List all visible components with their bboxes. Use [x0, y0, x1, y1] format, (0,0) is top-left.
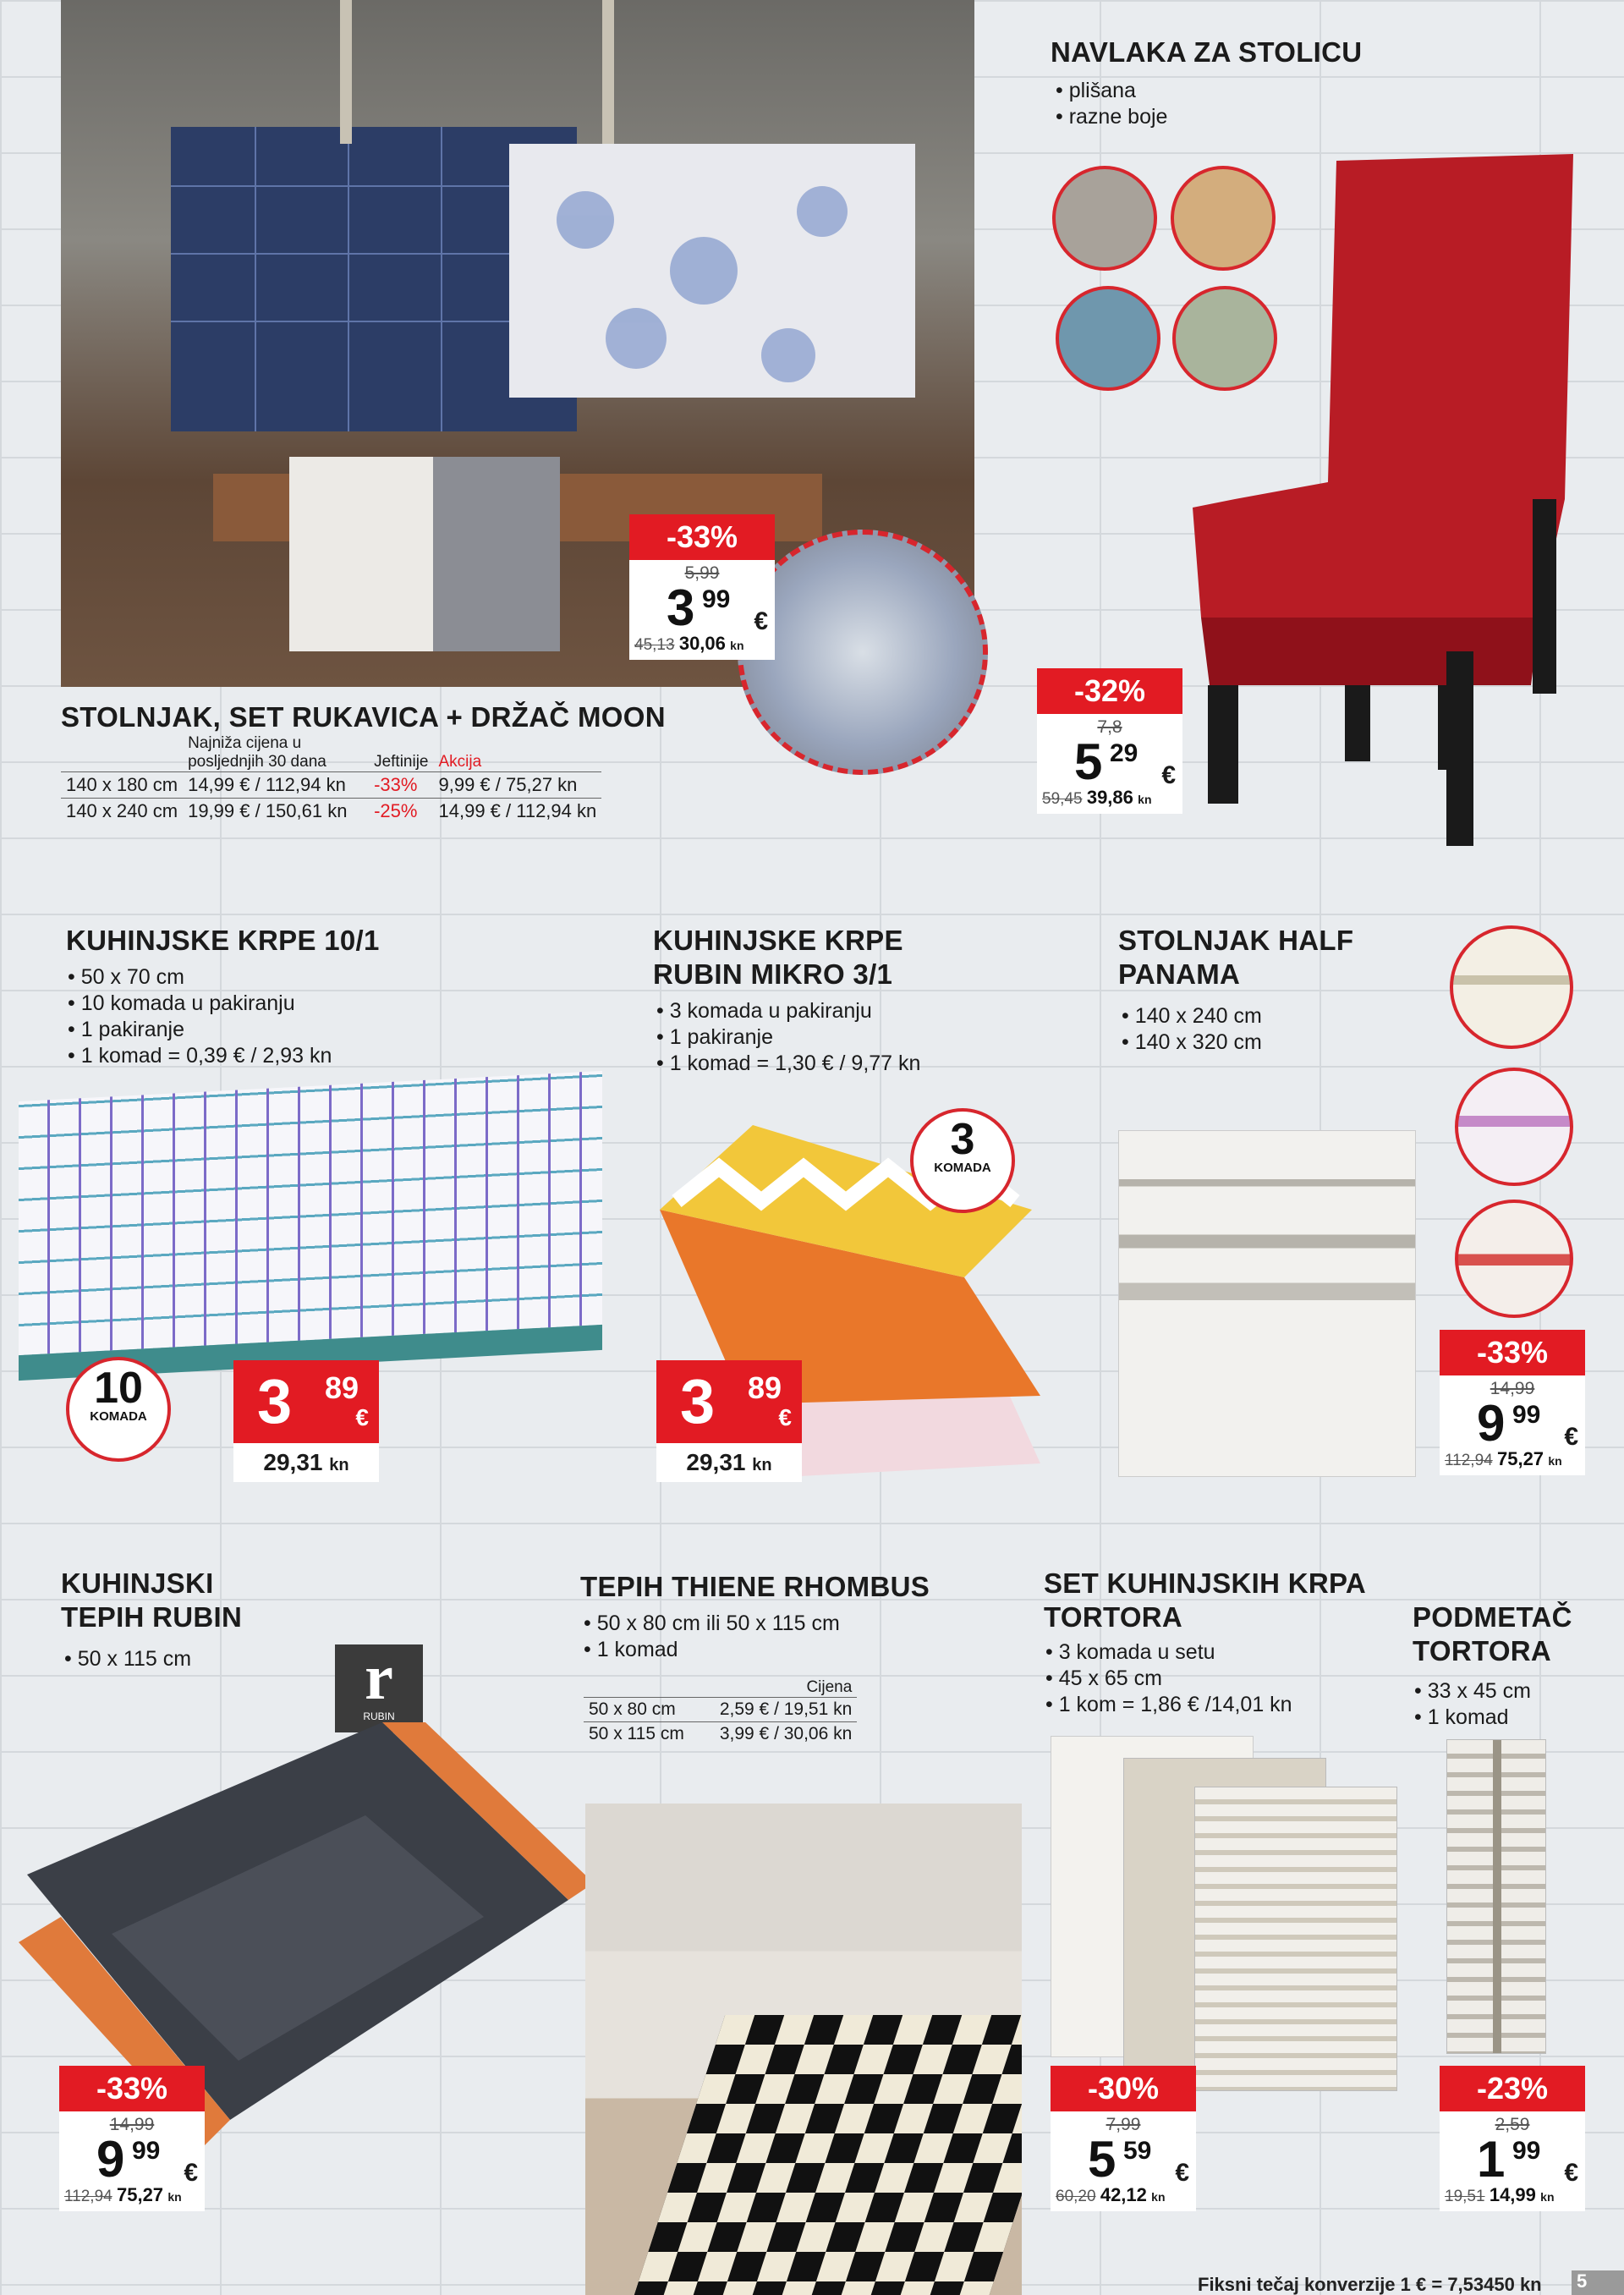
rubin-mikro-features — [656, 998, 920, 1077]
price-integer: 9 — [96, 2131, 123, 2188]
title-line: SET KUHINJSKIH KRPA — [1044, 1568, 1366, 1599]
old-kuna-price: 59,45 — [1042, 790, 1083, 808]
price-integer: 3 — [257, 1366, 290, 1436]
old-price: 14,99 — [109, 2115, 155, 2134]
feature-item: • 50 x 115 cm — [64, 1646, 191, 1672]
table-header — [584, 1678, 715, 1698]
color-swatch — [1455, 1068, 1573, 1186]
table-cell: 3,99 € / 30,06 kn — [715, 1722, 857, 1747]
placemat-image — [1446, 1739, 1546, 2054]
kuna-price — [1042, 787, 1152, 809]
price-integer: 5 — [1088, 2131, 1115, 2188]
feature-item: • 1 komad — [584, 1637, 840, 1663]
price-decimal: 99 — [132, 2137, 161, 2165]
price-tag-placemat — [1440, 2066, 1585, 2211]
discount-label: -23% — [1440, 2066, 1585, 2111]
kuna-label: kn — [1151, 2190, 1166, 2204]
kuna-price — [1056, 2184, 1166, 2206]
price-main — [656, 1360, 802, 1443]
currency-label: € — [1564, 1423, 1578, 1451]
feature-item: • plišana — [1056, 78, 1167, 104]
feature-item: • 1 komad — [1414, 1705, 1531, 1731]
table-cell: 14,99 € / 112,94 kn — [183, 772, 369, 799]
old-kuna-price: 19,51 — [1445, 2188, 1485, 2205]
table-row — [61, 799, 601, 825]
half-panama-image — [1118, 1130, 1416, 1477]
table-cell: 140 x 180 cm — [61, 772, 183, 799]
feature-item: • 45 x 65 cm — [1045, 1666, 1292, 1692]
currency-label: € — [184, 2159, 198, 2187]
table-cell: -33% — [369, 772, 433, 799]
currency-label: € — [355, 1404, 369, 1430]
table-header: Akcija — [438, 753, 482, 771]
discount-label: -33% — [629, 514, 775, 560]
feature-item: • 1 komad = 1,30 € / 9,77 kn — [656, 1051, 920, 1077]
placemat-ribbon — [1493, 1740, 1501, 2053]
price-decimal: 59 — [1123, 2137, 1152, 2165]
kuna-price — [634, 633, 744, 655]
feature-item: • razne boje — [1056, 104, 1167, 130]
chair-cover-features — [1056, 78, 1167, 130]
kuna-value: 42,12 — [1100, 2184, 1147, 2205]
title-line: PODMETAČ — [1413, 1601, 1572, 1633]
kuna-price — [1445, 1448, 1562, 1470]
currency-label: € — [778, 1404, 792, 1430]
table-cell: 19,99 € / 150,61 kn — [183, 799, 369, 825]
kuna-price — [233, 1443, 379, 1482]
title-line: PANAMA — [1118, 958, 1241, 990]
table-cell: 140 x 240 cm — [61, 799, 183, 825]
old-kuna-price: 60,20 — [1056, 2188, 1096, 2205]
half-panama-title — [1118, 924, 1353, 991]
price-tag-kitchen-rug — [59, 2066, 205, 2211]
currency-label: € — [754, 607, 768, 635]
checked-towels-image — [19, 1071, 602, 1381]
price-integer: 3 — [680, 1366, 713, 1436]
table-header — [61, 734, 183, 772]
currency-label: € — [1175, 2159, 1189, 2187]
price-decimal: 89 — [748, 1370, 782, 1405]
color-swatch — [1455, 1200, 1573, 1318]
conversion-note: Fiksni tečaj konverzije 1 € = 7,53450 kn — [1198, 2274, 1542, 2295]
price-tag-body — [1051, 2111, 1196, 2211]
old-kuna-price: 45,13 — [634, 636, 675, 654]
kuna-value: 14,99 — [1489, 2184, 1536, 2205]
tablecloth-price-table — [61, 734, 601, 824]
table-cell: 9,99 € / 75,27 kn — [434, 772, 602, 799]
table-row — [584, 1722, 857, 1747]
thiene-rug-features — [584, 1611, 840, 1663]
tortora-set-features — [1045, 1639, 1292, 1718]
placemat-title — [1413, 1600, 1572, 1668]
table-row — [584, 1698, 857, 1722]
price-integer: 3 — [667, 579, 694, 636]
title-line: STOLNJAK HALF — [1118, 925, 1354, 956]
kuna-price — [64, 2184, 182, 2206]
kuna-value: 75,27 — [1496, 1448, 1544, 1469]
title-line: KUHINJSKI — [61, 1568, 214, 1599]
price-tag-body — [1037, 714, 1182, 814]
price-decimal: 99 — [702, 585, 731, 613]
half-panama-features — [1122, 1003, 1262, 1056]
tablecloth-title: STOLNJAK, SET RUKAVICA + DRŽAČ MOON — [61, 701, 666, 733]
kitchen-rug-features — [64, 1646, 191, 1672]
kuna-value: 75,27 — [116, 2184, 164, 2205]
table-cell: 50 x 80 cm — [584, 1698, 715, 1722]
kitchen-rug-title — [61, 1567, 242, 1634]
thiene-rug-photo — [585, 1804, 1022, 2295]
title-line: TORTORA — [1044, 1601, 1183, 1633]
page-number: 5 — [1572, 2270, 1624, 2295]
logo-letter: r — [365, 1642, 393, 1713]
old-price: 2,59 — [1495, 2115, 1530, 2134]
price-integer: 5 — [1074, 733, 1101, 790]
kuna-label: kn — [730, 639, 744, 652]
title-line: RUBIN MIKRO 3/1 — [653, 958, 893, 990]
title-line: TEPIH RUBIN — [61, 1601, 243, 1633]
old-price: 7,99 — [1106, 2115, 1141, 2134]
kuna-value: 30,06 — [678, 633, 726, 654]
placemat-features — [1414, 1678, 1531, 1731]
discount-label: -33% — [1440, 1330, 1585, 1375]
kitchen-towels-features — [68, 964, 332, 1069]
kuna-price — [656, 1443, 802, 1482]
old-price: 14,99 — [1490, 1379, 1535, 1398]
feature-item: • 1 kom = 1,86 € /14,01 kn — [1045, 1692, 1292, 1718]
old-kuna-price: 112,94 — [1445, 1452, 1493, 1469]
currency-label: € — [1161, 761, 1176, 789]
kuna-label: kn — [167, 2190, 182, 2204]
feature-item: • 1 komad = 0,39 € / 2,93 kn — [68, 1043, 332, 1069]
title-line: TORTORA — [1413, 1635, 1552, 1666]
price-tag-body — [1440, 2111, 1585, 2211]
price-tag-body — [59, 2111, 205, 2211]
price-tag-half-panama — [1440, 1330, 1585, 1475]
quantity-badge — [910, 1108, 1015, 1213]
table-header: Najniža cijena u posljednjih 30 dana — [188, 734, 326, 771]
table-cell: 2,59 € / 19,51 kn — [715, 1698, 857, 1722]
feature-item: • 1 pakiranje — [68, 1017, 332, 1043]
feature-item: • 33 x 45 cm — [1414, 1678, 1531, 1705]
table-row — [61, 772, 601, 799]
price-tag-rubin-mikro — [656, 1360, 802, 1482]
old-kuna-price: 112,94 — [64, 2188, 112, 2205]
old-price: 7,8 — [1097, 717, 1122, 737]
price-integer: 9 — [1477, 1395, 1504, 1452]
rug-pattern — [632, 2015, 1022, 2295]
title-line: KUHINJSKE KRPE — [653, 925, 903, 956]
table-header: Cijena — [806, 1678, 853, 1696]
feature-item: • 50 x 80 cm ili 50 x 115 cm — [584, 1611, 840, 1637]
feature-item: • 3 komada u setu — [1045, 1639, 1292, 1666]
table-header: Jeftinije — [374, 753, 429, 771]
logo-text: RUBIN — [363, 1710, 395, 1722]
kuna-value: 29,31 — [263, 1449, 323, 1475]
kuna-label: kn — [1548, 1454, 1562, 1468]
kitchen-towels-title — [66, 924, 380, 958]
feature-item: • 140 x 320 cm — [1122, 1029, 1262, 1056]
price-tag-chair-cover — [1037, 668, 1182, 814]
price-integer: 1 — [1477, 2131, 1504, 2188]
feature-item: • 140 x 240 cm — [1122, 1003, 1262, 1029]
quantity-badge — [66, 1357, 171, 1462]
thiene-price-table — [584, 1678, 857, 1746]
red-chair-image — [1184, 144, 1582, 854]
old-price: 5,99 — [684, 563, 720, 583]
discount-label: -32% — [1037, 668, 1182, 714]
table-cell: 14,99 € / 112,94 kn — [434, 799, 602, 825]
feature-item: • 10 komada u pakiranju — [68, 991, 332, 1017]
price-main — [233, 1360, 379, 1443]
feature-item: • 50 x 70 cm — [68, 964, 332, 991]
discount-label: -30% — [1051, 2066, 1196, 2111]
chair-cover-title: NAVLAKA ZA STOLICU — [1051, 36, 1363, 68]
discount-label: -33% — [59, 2066, 205, 2111]
rubin-logo — [335, 1644, 423, 1732]
badge-label: KOMADA — [934, 1161, 991, 1175]
color-swatch — [1056, 286, 1160, 391]
price-tag-kitchen-towels — [233, 1360, 379, 1482]
thiene-rug-title: TEPIH THIENE RHOMBUS — [580, 1571, 930, 1602]
towel-striped — [1194, 1787, 1397, 2091]
badge-label: KOMADA — [90, 1409, 147, 1424]
feature-item: • 3 komada u pakiranju — [656, 998, 920, 1024]
kuna-label: kn — [1138, 793, 1152, 806]
price-tag-tortora-set — [1051, 2066, 1196, 2211]
price-tag-body — [629, 560, 775, 660]
kuna-price — [1445, 2184, 1555, 2206]
table-cell: -25% — [369, 799, 433, 825]
oven-mitt-image — [738, 530, 988, 775]
badge-number: 10 — [94, 1364, 143, 1413]
title-line: KUHINJSKE KRPE 10/1 — [66, 925, 380, 956]
kuna-label: kn — [1540, 2190, 1555, 2204]
color-swatch — [1450, 925, 1573, 1049]
kuna-value: 39,86 — [1086, 787, 1133, 808]
badge-number: 3 — [950, 1115, 975, 1164]
price-tag-tablecloth — [629, 514, 775, 660]
color-swatch — [1052, 166, 1157, 271]
tortora-towels-image — [1051, 1736, 1406, 2091]
price-decimal: 99 — [1512, 1401, 1541, 1429]
kuna-value: 29,31 — [686, 1449, 746, 1475]
feature-item: • 1 pakiranje — [656, 1024, 920, 1051]
kuna-label: kn — [329, 1456, 349, 1474]
currency-label: € — [1564, 2159, 1578, 2187]
tortora-set-title — [1044, 1567, 1366, 1634]
kuna-label: kn — [752, 1456, 772, 1474]
table-cell: 50 x 115 cm — [584, 1722, 715, 1747]
rubin-mikro-title — [653, 924, 903, 991]
price-decimal: 89 — [325, 1370, 359, 1405]
price-tag-body — [1440, 1375, 1585, 1475]
price-decimal: 29 — [1110, 739, 1138, 767]
price-decimal: 99 — [1512, 2137, 1541, 2165]
